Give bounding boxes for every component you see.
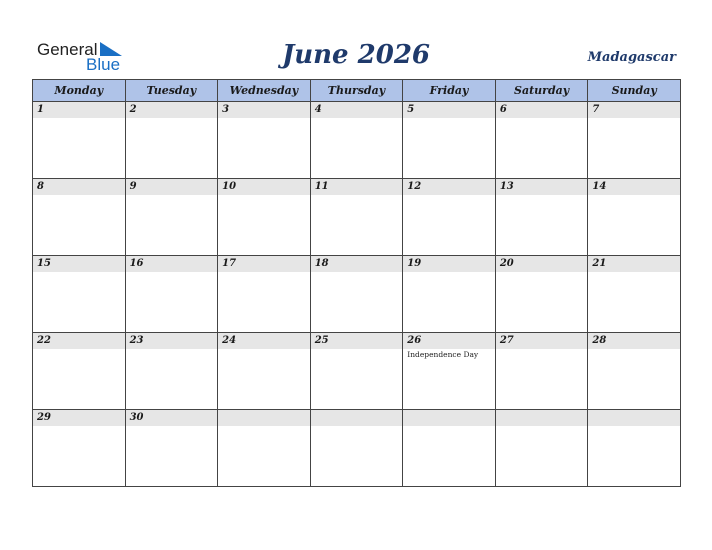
week-row — [33, 410, 681, 487]
day-number: 12 — [403, 179, 495, 195]
day-number: 20 — [496, 256, 588, 272]
day-number: 22 — [33, 333, 125, 349]
day-number: 3 — [218, 102, 310, 118]
day-number: 19 — [403, 256, 495, 272]
day-number: 1 — [33, 102, 125, 118]
day-cell — [33, 333, 126, 410]
day-number: 29 — [33, 410, 125, 426]
day-cell — [495, 179, 588, 256]
weekday-header-row — [33, 80, 681, 102]
weekday-header: Sunday — [588, 80, 681, 102]
day-cell — [495, 410, 588, 487]
week-row — [33, 333, 681, 410]
day-cell — [218, 256, 311, 333]
day-cell — [218, 333, 311, 410]
day-number: 9 — [126, 179, 218, 195]
calendar-body — [33, 102, 681, 487]
day-cell — [33, 256, 126, 333]
day-number: 5 — [403, 102, 495, 118]
day-cell — [33, 179, 126, 256]
day-number: 4 — [311, 102, 403, 118]
day-number: 8 — [33, 179, 125, 195]
day-cell — [495, 102, 588, 179]
day-number: 14 — [588, 179, 680, 195]
day-number: 7 — [588, 102, 680, 118]
day-cell — [218, 102, 311, 179]
logo-text-general: General — [37, 40, 98, 59]
day-cell — [218, 410, 311, 487]
day-number — [496, 410, 588, 426]
day-number: 21 — [588, 256, 680, 272]
day-number: 30 — [126, 410, 218, 426]
country-label: Madagascar — [587, 50, 676, 65]
day-cell — [588, 179, 681, 256]
day-number: 10 — [218, 179, 310, 195]
day-cell — [218, 179, 311, 256]
calendar-grid — [32, 79, 681, 487]
day-cell — [310, 179, 403, 256]
day-cell — [125, 410, 218, 487]
weekday-header: Thursday — [310, 80, 403, 102]
day-number: 28 — [588, 333, 680, 349]
day-cell — [495, 256, 588, 333]
day-number: 11 — [311, 179, 403, 195]
day-cell — [495, 333, 588, 410]
day-number: 27 — [496, 333, 588, 349]
day-number: 2 — [126, 102, 218, 118]
week-row — [33, 179, 681, 256]
day-cell — [403, 333, 496, 410]
day-number: 25 — [311, 333, 403, 349]
day-cell — [403, 256, 496, 333]
day-number — [588, 410, 680, 426]
day-cell — [310, 410, 403, 487]
holiday-label: Independence Day — [407, 350, 479, 359]
day-number: 26 — [403, 333, 495, 349]
week-row — [33, 102, 681, 179]
day-number — [218, 410, 310, 426]
day-cell — [33, 102, 126, 179]
day-number — [403, 410, 495, 426]
weekday-header: Friday — [403, 80, 496, 102]
day-cell — [403, 410, 496, 487]
day-cell — [403, 102, 496, 179]
logo-text-blue: Blue — [86, 55, 121, 74]
day-cell — [588, 102, 681, 179]
day-number: 23 — [126, 333, 218, 349]
day-number: 15 — [33, 256, 125, 272]
weekday-header: Monday — [33, 80, 126, 102]
day-cell — [125, 256, 218, 333]
weekday-header: Saturday — [495, 80, 588, 102]
day-number: 13 — [496, 179, 588, 195]
day-cell — [125, 333, 218, 410]
day-cell — [33, 410, 126, 487]
day-number: 16 — [126, 256, 218, 272]
day-number: 17 — [218, 256, 310, 272]
day-cell — [588, 333, 681, 410]
day-number: 6 — [496, 102, 588, 118]
day-number: 18 — [311, 256, 403, 272]
day-cell — [125, 179, 218, 256]
weekday-header: Wednesday — [218, 80, 311, 102]
day-number — [311, 410, 403, 426]
day-cell — [403, 179, 496, 256]
day-number: 24 — [218, 333, 310, 349]
week-row — [33, 256, 681, 333]
calendar-title: June 2026 — [281, 40, 431, 70]
weekday-header: Tuesday — [125, 80, 218, 102]
day-cell — [588, 410, 681, 487]
day-cell — [125, 102, 218, 179]
day-cell — [588, 256, 681, 333]
day-cell — [310, 256, 403, 333]
day-cell — [310, 333, 403, 410]
day-cell — [310, 102, 403, 179]
